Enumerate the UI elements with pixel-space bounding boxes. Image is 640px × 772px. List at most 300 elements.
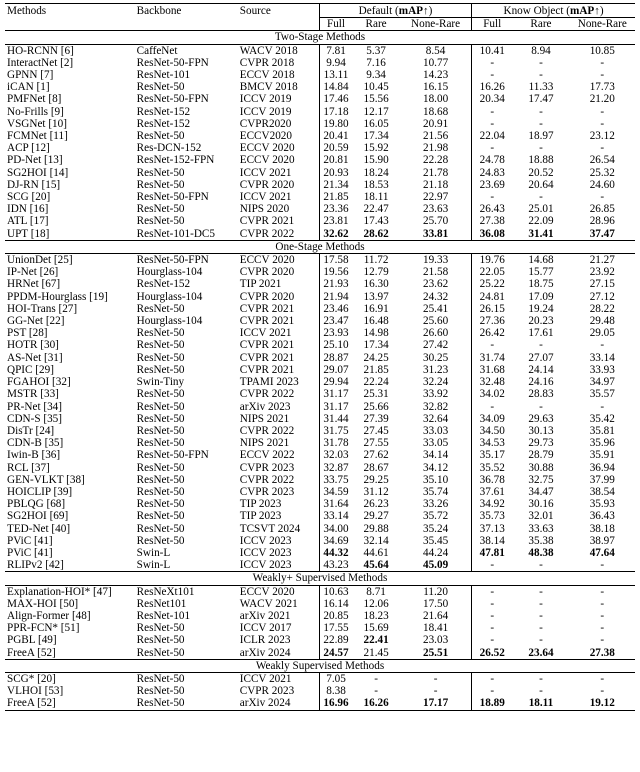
table-row — [5, 697, 635, 710]
rare-cell: 21.45 — [363, 646, 389, 659]
nonrare-cell: 21.78 — [422, 166, 449, 179]
backbone-cell: ResNet-50-FPN — [136, 191, 209, 204]
ko-nonrare-cell: 37.47 — [589, 227, 615, 240]
table-row — [5, 44, 635, 57]
table-row — [5, 291, 635, 303]
rare-cell: 17.43 — [363, 215, 389, 228]
nonrare-cell: 23.03 — [422, 634, 449, 647]
ko-nonrare-cell: - — [600, 56, 605, 69]
ko-nonrare-cell: - — [600, 559, 605, 572]
ko-rare-cell: 15.77 — [528, 266, 554, 279]
ko-full-cell: - — [472, 69, 513, 81]
method-cell: GG-Net [22] — [7, 315, 65, 328]
table-row — [5, 81, 635, 93]
full-header: Full — [319, 18, 352, 31]
source-cell: BMCV 2018 — [239, 81, 298, 94]
ko-nonrare-cell: - — [600, 672, 605, 685]
backbone-cell: ResNet-152 — [136, 105, 191, 118]
ko-rare-cell: - — [539, 585, 543, 598]
ko-full-cell: 22.05 — [472, 266, 513, 278]
nonrare-cell: 45.09 — [422, 559, 449, 572]
source-cell: ECCV 2020 — [239, 142, 295, 155]
ko-rare-cell: 18.11 — [512, 697, 569, 710]
known-object-group-label: Know Object (mAP↑) — [503, 5, 604, 17]
nonrare-cell: 20.91 — [422, 117, 449, 130]
rare-cell: 18.24 — [363, 166, 389, 179]
ko-rare-cell: 17.61 — [528, 327, 554, 340]
rare-cell: 7.16 — [366, 56, 386, 69]
ko-nonrare-cell: 27.15 — [589, 278, 615, 291]
nonrare-cell: 33.92 — [422, 388, 449, 401]
nonrare-cell: 21.64 — [422, 609, 449, 622]
source-cell: ICCV 2019 — [239, 105, 292, 118]
full-cell: 44.32 — [319, 547, 352, 559]
backbone-cell: ResNet-152-FPN — [136, 154, 215, 167]
ko-full-cell: 31.68 — [472, 364, 513, 376]
ko-rare-cell: 17.47 — [528, 93, 554, 106]
nonrare-cell: 26.60 — [422, 327, 449, 340]
source-cell: ECCV 2018 — [239, 69, 295, 82]
nonrare-cell: 33.03 — [422, 424, 449, 437]
method-cell: FGAHOI [32] — [7, 376, 71, 389]
ko-full-cell: 37.61 — [472, 486, 513, 498]
section-title: One-Stage Methods — [5, 240, 635, 253]
ko-nonrare-cell: - — [600, 191, 605, 204]
ko-nonrare-cell: - — [600, 685, 605, 698]
full-cell: 19.80 — [319, 118, 352, 130]
ko-nonrare-cell: 35.96 — [589, 437, 615, 450]
nonrare-cell: 23.62 — [422, 278, 449, 291]
full-cell: 31.78 — [319, 437, 352, 449]
nonrare-cell: 18.68 — [422, 105, 449, 118]
table-row — [5, 685, 635, 697]
ko-rare-cell: 32.01 — [528, 510, 554, 523]
full-cell: 21.34 — [319, 179, 352, 191]
full-cell: 33.75 — [319, 474, 352, 486]
rare-cell: 27.55 — [363, 437, 389, 450]
method-cell: PPR-FCN* [51] — [7, 622, 80, 635]
ko-rare-cell: - — [539, 685, 543, 698]
source-cell: TCSVT 2024 — [239, 522, 301, 535]
full-cell: 23.47 — [319, 315, 352, 327]
full-cell: 20.93 — [319, 167, 352, 179]
full-cell: 32.62 — [319, 228, 352, 241]
ko-full-cell: - — [472, 672, 513, 685]
table-row — [5, 634, 635, 646]
ko-nonrare-cell: 26.54 — [589, 154, 615, 167]
section-header — [5, 240, 635, 253]
method-cell: HO-RCNN [6] — [7, 44, 74, 57]
ko-full-cell: 36.78 — [472, 474, 513, 486]
method-cell: VLHOI [53] — [7, 685, 64, 698]
table-row — [5, 203, 635, 215]
backbone-cell: ResNet-50-FPN — [136, 56, 209, 69]
ko-nonrare-cell: 10.85 — [589, 44, 615, 57]
nonrare-cell: 21.98 — [422, 142, 449, 155]
full-cell: 32.03 — [319, 449, 352, 461]
rare-cell: 29.88 — [363, 522, 389, 535]
source-cell: ECCV 2022 — [239, 449, 295, 462]
method-cell: RLIPv2 [42] — [7, 559, 64, 572]
backbone-cell: ResNet-50 — [136, 634, 185, 647]
full-cell: 10.63 — [319, 585, 352, 598]
source-cell: ECCV 2020 — [239, 254, 295, 267]
full-cell: 20.85 — [319, 610, 352, 622]
nonrare-cell: 33.26 — [422, 498, 449, 511]
source-cell: ICLR 2023 — [239, 634, 291, 647]
full-cell: 21.94 — [319, 291, 352, 303]
rare-cell: 9.34 — [366, 69, 386, 82]
table-row — [5, 57, 635, 69]
ko-rare-cell: 24.14 — [528, 363, 554, 376]
ko-nonrare-cell: 38.18 — [589, 522, 615, 535]
source-cell: CVPR2020 — [239, 117, 292, 130]
rare-cell: 24.25 — [363, 351, 389, 364]
ko-rare-cell: 31.41 — [528, 227, 554, 240]
rare-cell: 28.62 — [363, 227, 389, 240]
rare-cell: 16.30 — [363, 278, 389, 291]
method-cell: AS-Net [31] — [7, 351, 63, 364]
backbone-cell: ResNet-50 — [136, 646, 185, 659]
backbone-cell: Swin-Tiny — [136, 376, 185, 389]
default-group-header — [319, 4, 471, 18]
method-cell: VSGNet [10] — [7, 117, 67, 130]
table-row — [5, 339, 635, 351]
full-cell: 17.55 — [319, 622, 352, 634]
ko-rare-cell: - — [539, 56, 543, 69]
full-cell: 20.41 — [319, 130, 352, 142]
source-cell: CVPR 2022 — [239, 388, 295, 401]
source-cell: arXiv 2023 — [239, 400, 291, 413]
rare-cell: 27.39 — [363, 412, 389, 425]
rare-cell: 22.24 — [363, 376, 389, 389]
rare-cell: 22.47 — [363, 203, 389, 216]
nonrare-cell: 24.32 — [422, 290, 449, 303]
table-row — [5, 486, 635, 498]
source-cell: CVPR 2021 — [239, 351, 295, 364]
ko-full-cell: - — [472, 685, 513, 697]
header-row-1 — [5, 4, 635, 18]
full-cell: 32.87 — [319, 462, 352, 474]
ko-nonrare-cell: 27.12 — [589, 290, 615, 303]
ko-rare-cell: 32.75 — [528, 473, 554, 486]
table-row — [5, 449, 635, 461]
full-cell: 8.38 — [319, 685, 352, 697]
ko-nonrare-cell: - — [600, 634, 605, 647]
method-cell: SCG [20] — [7, 191, 51, 204]
ko-rare-cell: 29.73 — [528, 437, 554, 450]
ko-full-cell: 24.83 — [472, 167, 513, 179]
backbone-cell: ResNet-50 — [136, 388, 185, 401]
ko-rare-cell: 27.07 — [528, 351, 554, 364]
method-cell: SCG* [20] — [7, 672, 56, 685]
ko-nonrare-cell: - — [600, 105, 605, 118]
table-row — [5, 425, 635, 437]
rare-cell: - — [374, 672, 378, 685]
nonrare-cell: 34.12 — [422, 461, 449, 474]
nonrare-cell: 21.56 — [422, 130, 449, 143]
method-cell: DisTr [24] — [7, 424, 55, 437]
nonrare-cell: - — [433, 672, 438, 685]
hoi-results-table — [5, 3, 635, 711]
ko-rare-cell: 24.16 — [528, 376, 554, 389]
source-cell: NIPS 2021 — [239, 412, 290, 425]
full-cell: 29.94 — [319, 376, 352, 388]
table-row — [5, 167, 635, 179]
ko-full-cell: - — [472, 118, 513, 130]
full-cell: 31.17 — [319, 388, 352, 400]
backbone-cell: ResNet-50 — [136, 522, 185, 535]
backbone-cell: ResNet-50 — [136, 412, 185, 425]
ko-nonrare-cell: 47.64 — [589, 546, 615, 559]
method-cell: PR-Net [34] — [7, 400, 62, 413]
ko-rare-cell: 14.68 — [528, 254, 554, 267]
full-cell: 21.85 — [319, 191, 352, 203]
nonrare-cell: 30.25 — [422, 351, 449, 364]
nonrare-cell: 10.77 — [422, 56, 449, 69]
ko-full-cell: - — [472, 634, 513, 646]
nonrare-cell: 44.24 — [422, 546, 449, 559]
ko-nonrare-cell: 23.92 — [589, 266, 615, 279]
backbone-cell: ResNet101 — [136, 597, 187, 610]
ko-full-cell: 10.41 — [472, 44, 513, 57]
ko-rare-cell: 30.13 — [528, 424, 554, 437]
table-row — [5, 154, 635, 166]
ko-full-cell: 27.36 — [472, 315, 513, 327]
ko-rare-cell: 25.01 — [528, 203, 554, 216]
ko-nonrare-cell: - — [600, 69, 605, 82]
ko-full-cell: - — [472, 598, 513, 610]
backbone-cell: ResNet-50 — [136, 672, 185, 685]
nonrare-cell: 19.33 — [422, 254, 449, 267]
backbone-cell: ResNet-50 — [136, 327, 185, 340]
backbone-cell: ResNet-50 — [136, 302, 185, 315]
full-cell: 34.59 — [319, 486, 352, 498]
ko-nonrare-cell: 28.22 — [589, 302, 615, 315]
rare-cell: 11.72 — [363, 254, 389, 267]
source-cell: ECCV 2020 — [239, 585, 295, 598]
backbone-cell: ResNet-50 — [136, 510, 185, 523]
ko-rare-cell: 33.63 — [528, 522, 554, 535]
table-row — [5, 179, 635, 191]
table-row — [5, 510, 635, 522]
ko-nonrare-cell: - — [600, 117, 605, 130]
table-row — [5, 215, 635, 227]
source-cell: arXiv 2021 — [239, 609, 291, 622]
ko-rare-cell: 48.38 — [528, 546, 554, 559]
backbone-cell: ResNet-50 — [136, 81, 185, 94]
ko-rare-cell: 29.63 — [528, 412, 554, 425]
section-title: Two-Stage Methods — [5, 31, 635, 44]
nonrare-cell: 32.64 — [422, 412, 449, 425]
ko-full-cell: 34.09 — [472, 413, 513, 425]
ko-full-cell: - — [472, 585, 513, 598]
table-row — [5, 303, 635, 315]
method-cell: HOTR [30] — [7, 339, 59, 352]
full-cell: 14.84 — [319, 81, 352, 93]
section-header — [5, 659, 635, 672]
ko-full-cell: 20.34 — [472, 93, 513, 105]
source-cell: CVPR 2022 — [239, 424, 295, 437]
ko-nonrare-cell: 38.54 — [589, 485, 615, 498]
nonrare-cell: 18.41 — [422, 622, 449, 635]
ko-full-cell: 27.38 — [472, 215, 513, 227]
ko-rare-header: Rare — [512, 18, 569, 31]
known-object-group-header — [472, 4, 635, 18]
method-cell: SG2HOI [69] — [7, 510, 69, 523]
backbone-cell: Hourglass-104 — [136, 266, 203, 279]
ko-rare-cell: 34.47 — [528, 485, 554, 498]
source-cell: ECCV 2020 — [239, 154, 295, 167]
header-row-2 — [5, 18, 635, 31]
ko-full-cell: 26.43 — [472, 203, 513, 215]
nonrare-cell: 14.23 — [422, 69, 449, 82]
full-cell: 20.81 — [319, 154, 352, 166]
table-row — [5, 254, 635, 267]
ko-nonrare-cell: 28.96 — [589, 215, 615, 228]
backbone-cell: Swin-L — [136, 546, 171, 559]
nonrare-cell: 33.81 — [422, 227, 449, 240]
ko-full-cell: 31.74 — [472, 352, 513, 364]
method-cell: PPDM-Hourglass [19] — [7, 290, 108, 303]
rare-cell: 5.37 — [366, 44, 386, 57]
full-cell: 25.10 — [319, 339, 352, 351]
ko-rare-cell: - — [539, 142, 543, 155]
source-cell: ICCV 2021 — [239, 191, 292, 204]
source-cell: ICCV 2019 — [239, 93, 292, 106]
method-cell: PMFNet [8] — [7, 93, 62, 106]
method-cell: IP-Net [26] — [7, 266, 59, 279]
full-cell: 33.14 — [319, 510, 352, 522]
nonrare-cell: 22.28 — [422, 154, 449, 167]
source-cell: CVPR 2022 — [239, 227, 295, 240]
rare-cell: 12.79 — [363, 266, 389, 279]
full-cell: 34.00 — [319, 523, 352, 535]
ko-rare-cell: - — [539, 69, 543, 82]
source-cell: arXiv 2024 — [239, 646, 291, 659]
ko-full-cell: 26.42 — [472, 327, 513, 339]
table-row — [5, 437, 635, 449]
ko-nonrare-cell: - — [600, 597, 605, 610]
ko-full-cell: 35.73 — [472, 510, 513, 522]
full-cell: 16.14 — [319, 598, 352, 610]
method-cell: ATL [17] — [7, 215, 49, 228]
methods-header: Methods — [5, 4, 135, 18]
rare-cell: - — [374, 685, 378, 698]
backbone-cell: ResNet-50 — [136, 485, 185, 498]
source-cell: CVPR 2021 — [239, 215, 295, 228]
full-cell: 29.07 — [319, 364, 352, 376]
rare-cell: 32.14 — [363, 534, 389, 547]
method-cell: PST [28] — [7, 327, 48, 340]
method-cell: UnionDet [25] — [7, 254, 73, 267]
ko-nonrare-cell: - — [600, 585, 605, 598]
ko-rare-cell: 18.75 — [528, 278, 554, 291]
table-row — [5, 388, 635, 400]
method-cell: PViC [41] — [7, 534, 53, 547]
ko-nonrare-cell: 35.57 — [589, 388, 615, 401]
backbone-header: Backbone — [135, 4, 238, 18]
ko-nonrare-cell: 35.91 — [589, 449, 615, 462]
rare-cell: 21.85 — [363, 363, 389, 376]
section-title: Weakly Supervised Methods — [5, 659, 635, 672]
ko-full-cell: 35.52 — [472, 462, 513, 474]
ko-full-cell: 24.81 — [472, 291, 513, 303]
backbone-cell: Hourglass-104 — [136, 315, 203, 328]
method-cell: HOICLIP [39] — [7, 485, 73, 498]
table-row — [5, 498, 635, 510]
ko-full-cell: 23.69 — [472, 179, 513, 191]
ko-full-cell: - — [472, 401, 513, 413]
source-cell: arXiv 2024 — [238, 697, 320, 710]
backbone-cell: ResNet-50 — [136, 351, 185, 364]
backbone-cell: ResNet-101-DC5 — [136, 227, 215, 240]
ko-nonrare-cell: 24.60 — [589, 178, 615, 191]
backbone-cell: Res-DCN-152 — [136, 142, 202, 155]
rare-cell: 22.41 — [363, 634, 389, 647]
full-cell: 34.69 — [319, 535, 352, 547]
ko-rare-cell: 8.94 — [531, 44, 551, 57]
ko-rare-cell: - — [539, 105, 543, 118]
source-cell: CVPR 2021 — [239, 315, 295, 328]
method-cell: MAX-HOI [50] — [7, 597, 79, 610]
ko-rare-cell: - — [539, 117, 543, 130]
ko-nonrare-cell: 37.99 — [589, 473, 615, 486]
ko-nonrare-cell: - — [600, 339, 605, 352]
method-cell: UPT [18] — [7, 227, 50, 240]
source-cell: CVPR 2021 — [239, 363, 295, 376]
backbone-cell: Hourglass-104 — [136, 290, 203, 303]
ko-nonrare-cell: - — [600, 609, 605, 622]
backbone-cell: ResNet-50-FPN — [136, 254, 209, 267]
rare-cell: 12.17 — [363, 105, 389, 118]
ko-nonrare-cell: 23.12 — [589, 130, 615, 143]
full-cell: 28.87 — [319, 352, 352, 364]
ko-nonrare-cell: - — [600, 622, 605, 635]
ko-full-cell: - — [472, 57, 513, 69]
rare-header: Rare — [352, 18, 400, 31]
ko-full-cell: 34.02 — [472, 388, 513, 400]
backbone-cell: ResNet-50 — [136, 473, 185, 486]
full-cell: 7.05 — [319, 672, 352, 685]
ko-rare-cell: 11.33 — [528, 81, 554, 94]
ko-rare-cell: - — [539, 559, 543, 572]
backbone-cell: ResNet-50 — [136, 461, 185, 474]
ko-nonrare-cell: 29.48 — [589, 315, 615, 328]
ko-full-cell: 38.14 — [472, 535, 513, 547]
backbone-cell: ResNeXt101 — [136, 585, 195, 598]
ko-full-cell: - — [472, 339, 513, 351]
backbone-cell: ResNet-152 — [136, 278, 191, 291]
rare-cell: 16.48 — [363, 315, 389, 328]
default-group-label: Default (mAP↑) — [358, 5, 433, 17]
table-row — [5, 191, 635, 203]
source-cell: CVPR 2020 — [239, 178, 295, 191]
source-cell: CVPR 2023 — [239, 485, 295, 498]
source-cell: NIPS 2021 — [239, 437, 290, 450]
ko-rare-cell: - — [539, 609, 543, 622]
source-cell: TIP 2023 — [239, 510, 282, 523]
backbone-cell: ResNet-50 — [136, 203, 185, 216]
method-cell: MSTR [33] — [7, 388, 59, 401]
ko-rare-cell: 23.64 — [528, 646, 554, 659]
backbone-cell: ResNet-50 — [135, 697, 238, 710]
table-row — [5, 106, 635, 118]
ko-nonrare-cell: 19.12 — [570, 697, 635, 710]
ko-rare-cell: 28.79 — [528, 449, 554, 462]
source-cell: TPAMI 2023 — [239, 376, 299, 389]
table-row — [5, 523, 635, 535]
